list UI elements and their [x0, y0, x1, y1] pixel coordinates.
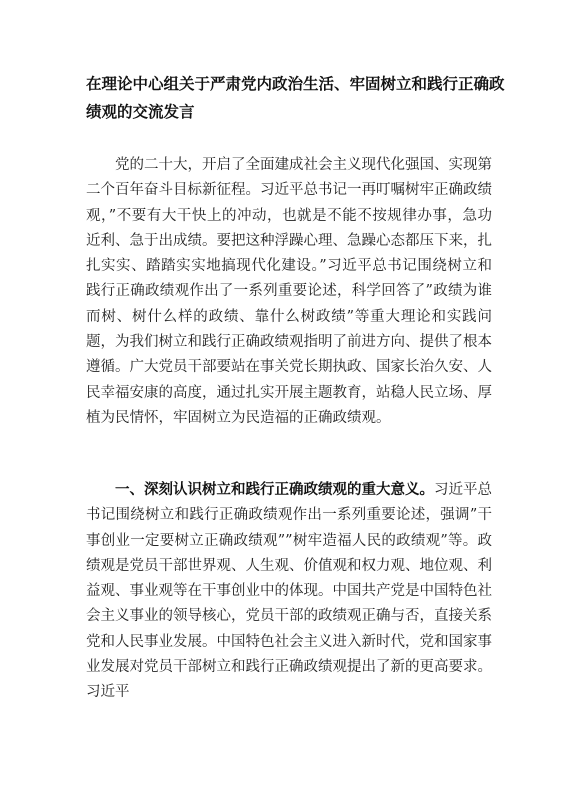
document-title: 在理论中心组关于严肃党内政治生活、牢固树立和践行正确政绩观的交流发言: [86, 75, 505, 121]
section-1-heading: 一、深刻认识树立和践行正确政绩观的重大意义。: [115, 482, 434, 498]
section-1-text: 习近平总书记围绕树立和践行正确政绩观作出一系列重要论述，强调”干事创业一定要树立正确政绩观””树牢造福人民的政绩观”等。政绩观是党员干部世界观、人生观、价值观和权力观、地位观、利益观、事业观等在干事创业中的体现。中国共产党是中国特色社会主义事业的领导核心，党员干部的政绩观正确与否，直接关系党和人民事业发展。中国特色社会主义进入新时代，党和国家事业发展对党员干部树立和践行正确政绩观提出了新的更高要求。习近平: [86, 482, 492, 701]
paragraph-section-1: [86, 478, 492, 706]
paragraph-intro: 党的二十大，开启了全面建成社会主义现代化强国、实现第二个百年奋斗目标新征程。习近平总书记一再叮嘱树牢正确政绩观，”不要有大干快上的冲动，也就是不能不按规律办事，急功近利、急于出成绩。要把这种浮躁心理、急躁心态都压下来，扎扎实实、踏踏实实地搞现代化建设。”习近平总书记围绕树立和践行正确政绩观作出了一系列重要论述，科学回答了”政绩为谁而树、树什么样的政绩、靠什么树政绩”等重大理论和实践问题，为我们树立和践行正确政绩观指明了前进方向、提供了根本遵循。广大党员干部要站在事关党长期执政、国家长治久安、人民幸福安康的高度，通过扎实开展主题教育，站稳人民立场、厚植为民情怀，牢固树立为民造福的正确政绩观。: [86, 157, 492, 426]
